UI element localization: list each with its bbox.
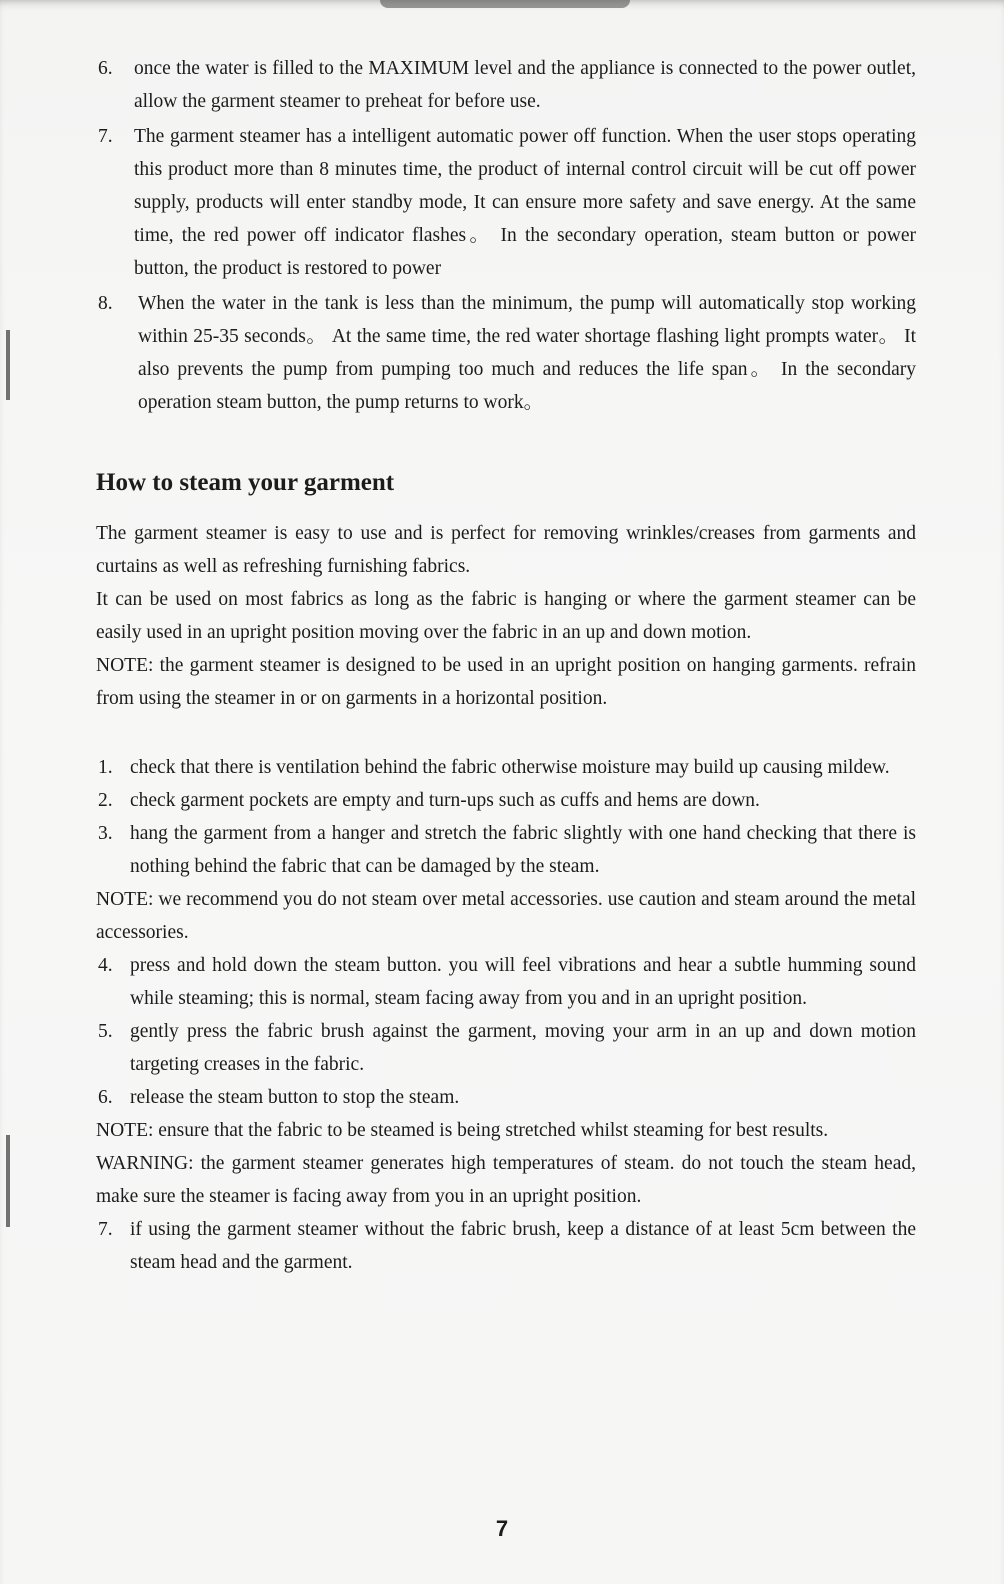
- list-item: [96, 949, 916, 1015]
- steps-list: [96, 751, 916, 883]
- top-list: [96, 52, 916, 419]
- list-text: release the steam button to stop the steam.: [130, 1087, 460, 1108]
- list-number: 6.: [98, 58, 113, 79]
- list-text: if using the garment steamer without the fabric brush, keep a distance of at least 5cm between the steam head and the garment.: [130, 1219, 916, 1273]
- section-title: How to steam your garment: [96, 469, 395, 496]
- list-text: When the water in the tank is less than the minimum, the pump will automatically stop working within 25-35 seconds。 At the same time, the red water shortage flashing light prompts water。 It also prevents the pump from pumping too much and reduces the life span。 In the secondary operation steam button, the pump returns to work。: [138, 293, 916, 413]
- list-text: gently press the fabric brush against the garment, moving your arm in an up and down motion targeting creases in the fabric.: [130, 1021, 916, 1075]
- list-number: 8.: [98, 293, 113, 314]
- list-number: 4.: [98, 955, 113, 976]
- list-text: hang the garment from a hanger and stretch the fabric slightly with one hand checking that there is nothing behind the fabric that can be damaged by the steam.: [130, 823, 916, 877]
- page-content: [96, 52, 916, 1279]
- list-text: press and hold down the steam button. you will feel vibrations and hear a subtle humming sound while steaming; this is normal, steam facing away from you and in an upright position.: [130, 955, 916, 1009]
- list-text: The garment steamer has a intelligent automatic power off function. When the user stops operating this product more than 8 minutes time, the product of internal control circuit will be cut off power supply, products will enter standby mode, It can ensure more safety and save energy. At the same time, the red power off indicator flashes。 In the secondary operation, steam button or power button, the product is restored to power: [134, 126, 916, 279]
- note-paragraph: NOTE: we recommend you do not steam over metal accessories. use caution and steam around the metal accessories.: [96, 889, 916, 943]
- list-text: check garment pockets are empty and turn-ups such as cuffs and hems are down.: [130, 790, 760, 811]
- intro-paragraph: It can be used on most fabrics as long as the fabric is hanging or where the garment steamer can be easily used in an upright position moving over the fabric in an up and down motion.: [96, 589, 916, 643]
- list-text: check that there is ventilation behind the fabric otherwise moisture may build up causing mildew.: [130, 757, 890, 778]
- intro-paragraph: The garment steamer is easy to use and is perfect for removing wrinkles/creases from garments and curtains as well as refreshing furnishing fabrics.: [96, 523, 916, 577]
- list-number: 6.: [98, 1087, 113, 1108]
- list-item: [96, 1015, 916, 1081]
- list-item: [96, 52, 916, 118]
- note-paragraph: NOTE: the garment steamer is designed to be used in an upright position on hanging garments. refrain from using the steamer in or on garments in a horizontal position.: [96, 655, 916, 709]
- list-item: [96, 751, 916, 784]
- list-number: 1.: [98, 757, 113, 778]
- list-item: [96, 287, 916, 419]
- list-item: [96, 784, 916, 817]
- page-number: 7: [495, 1516, 509, 1541]
- list-item: [96, 120, 916, 285]
- list-text: once the water is filled to the MAXIMUM level and the appliance is connected to the power outlet, allow the garment steamer to preheat for before use.: [134, 58, 916, 112]
- list-number: 7.: [98, 126, 113, 147]
- steps-list: [96, 1213, 916, 1279]
- scan-mark: [6, 1135, 10, 1227]
- list-item: [96, 1213, 916, 1279]
- warning-paragraph: WARNING: the garment steamer generates high temperatures of steam. do not touch the steam head, make sure the steamer is facing away from you in an upright position.: [96, 1153, 916, 1207]
- list-item: [96, 1081, 916, 1114]
- scan-mark: [6, 330, 10, 400]
- steps-list: [96, 949, 916, 1114]
- list-number: 3.: [98, 823, 113, 844]
- list-number: 5.: [98, 1021, 113, 1042]
- list-number: 2.: [98, 790, 113, 811]
- list-number: 7.: [98, 1219, 113, 1240]
- scan-shadow: [380, 0, 630, 8]
- list-item: [96, 817, 916, 883]
- note-paragraph: NOTE: ensure that the fabric to be steamed is being stretched whilst steaming for best results.: [96, 1120, 829, 1141]
